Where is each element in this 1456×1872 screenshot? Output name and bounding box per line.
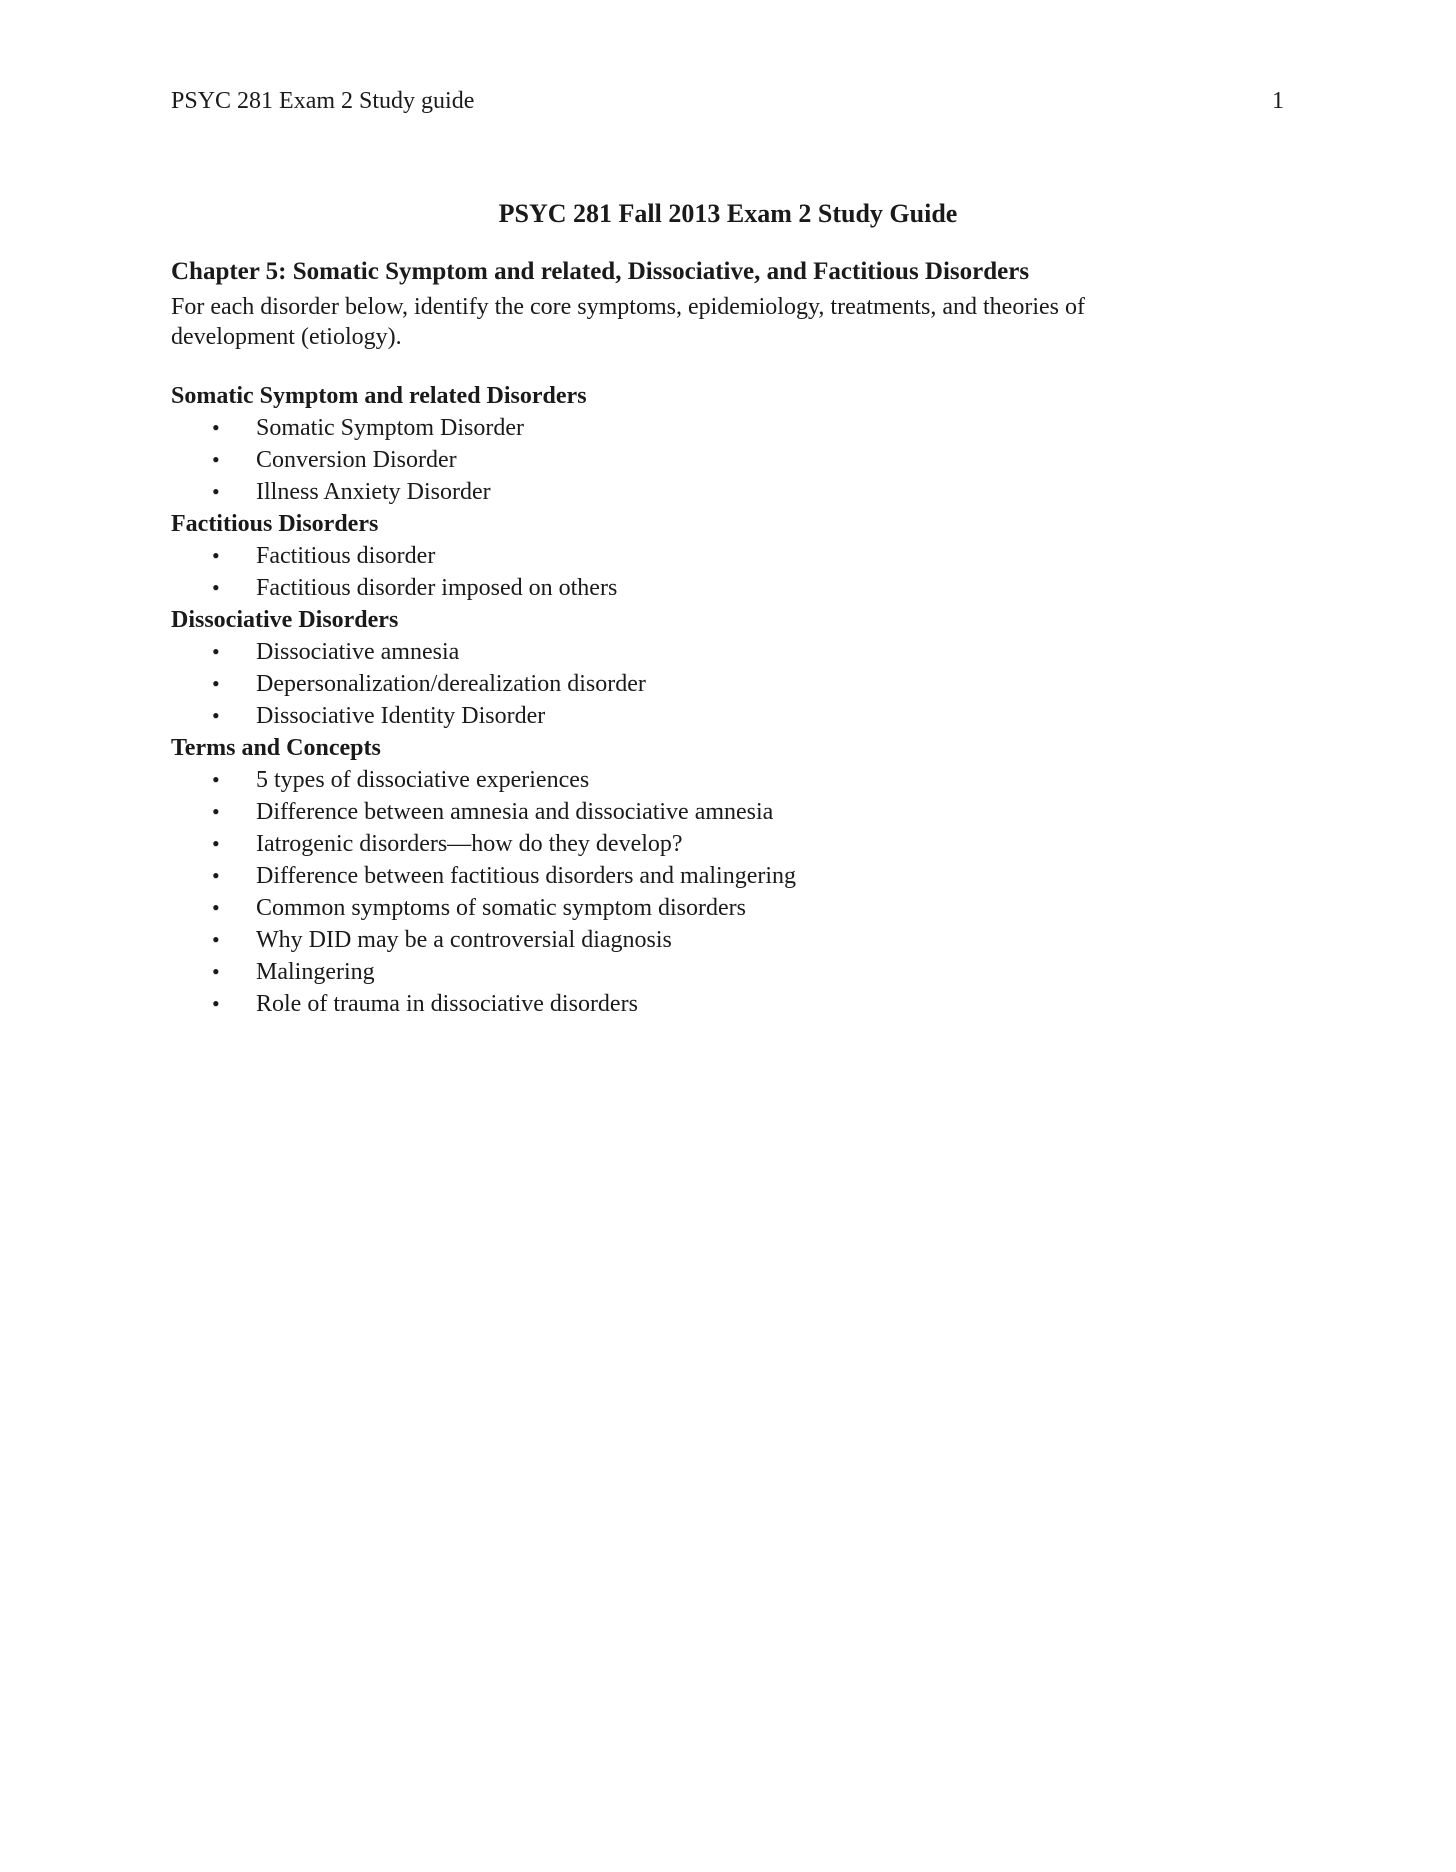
list-item-text: Common symptoms of somatic symptom disorders	[256, 895, 746, 921]
list-item-text: Difference between factitious disorders and malingering	[256, 863, 797, 889]
list-item	[171, 828, 1285, 860]
bullet-icon: •	[212, 767, 220, 792]
list-item	[171, 540, 1285, 572]
list-item	[171, 700, 1285, 732]
chapter-heading: Chapter 5: Somatic Symptom and related, Dissociative, and Factitious Disorders	[171, 258, 1030, 285]
bullet-icon: •	[212, 671, 220, 696]
bullet-icon: •	[212, 927, 220, 952]
section-heading: Dissociative Disorders	[171, 607, 399, 633]
bullet-icon: •	[212, 863, 220, 888]
list-item-text: 5 types of dissociative experiences	[256, 767, 590, 793]
section-somatic-disorders	[171, 380, 1285, 508]
list-item	[171, 476, 1285, 508]
list-item-text: Conversion Disorder	[256, 447, 457, 473]
bullet-list	[171, 764, 1285, 1020]
list-item-text: Dissociative Identity Disorder	[256, 703, 546, 729]
bullet-list	[171, 636, 1285, 732]
list-item-text: Dissociative amnesia	[256, 639, 460, 665]
list-item-text: Illness Anxiety Disorder	[256, 479, 491, 505]
bullet-icon: •	[212, 895, 220, 920]
list-item-text: Difference between amnesia and dissociative amnesia	[256, 799, 774, 825]
bullet-list	[171, 412, 1285, 508]
list-item-text: Factitious disorder imposed on others	[256, 575, 618, 601]
list-item-text: Why DID may be a controversial diagnosis	[256, 927, 672, 953]
bullet-icon: •	[212, 991, 220, 1016]
document-title: PSYC 281 Fall 2013 Exam 2 Study Guide	[498, 199, 958, 228]
bullet-list	[171, 540, 1285, 604]
bullet-icon: •	[212, 447, 220, 472]
list-item	[171, 572, 1285, 604]
bullet-icon: •	[212, 959, 220, 984]
bullet-icon: •	[212, 799, 220, 824]
list-item-text: Malingering	[256, 959, 375, 985]
section-factitious-disorders	[171, 508, 1285, 604]
list-item	[171, 860, 1285, 892]
list-item-text: Iatrogenic disorders—how do they develop?	[256, 831, 683, 857]
list-item	[171, 988, 1285, 1020]
list-item-text: Factitious disorder	[256, 543, 436, 569]
bullet-icon: •	[212, 575, 220, 600]
running-header-title: PSYC 281 Exam 2 Study guide	[171, 88, 475, 114]
list-item	[171, 636, 1285, 668]
list-item	[171, 956, 1285, 988]
list-item	[171, 892, 1285, 924]
section-heading: Somatic Symptom and related Disorders	[171, 383, 587, 409]
bullet-icon: •	[212, 415, 220, 440]
bullet-icon: •	[212, 639, 220, 664]
instructions-paragraph: For each disorder below, identify the core symptoms, epidemiology, treatments, and theories of development (etiology).	[171, 294, 1085, 350]
list-item	[171, 924, 1285, 956]
list-item	[171, 764, 1285, 796]
bullet-icon: •	[212, 831, 220, 856]
list-item-text: Role of trauma in dissociative disorders	[256, 991, 638, 1017]
list-item-text: Depersonalization/derealization disorder	[256, 671, 646, 697]
section-dissociative-disorders	[171, 604, 1285, 732]
list-item	[171, 444, 1285, 476]
bullet-icon: •	[212, 543, 220, 568]
list-item	[171, 668, 1285, 700]
section-heading: Terms and Concepts	[171, 735, 381, 761]
section-heading: Factitious Disorders	[171, 511, 379, 537]
page-number: 1	[1272, 88, 1284, 114]
section-terms-and-concepts	[171, 732, 1285, 1020]
list-item	[171, 796, 1285, 828]
list-item	[171, 412, 1285, 444]
bullet-icon: •	[212, 703, 220, 728]
list-item-text: Somatic Symptom Disorder	[256, 415, 524, 441]
document-body	[171, 198, 1285, 1020]
bullet-icon: •	[212, 479, 220, 504]
